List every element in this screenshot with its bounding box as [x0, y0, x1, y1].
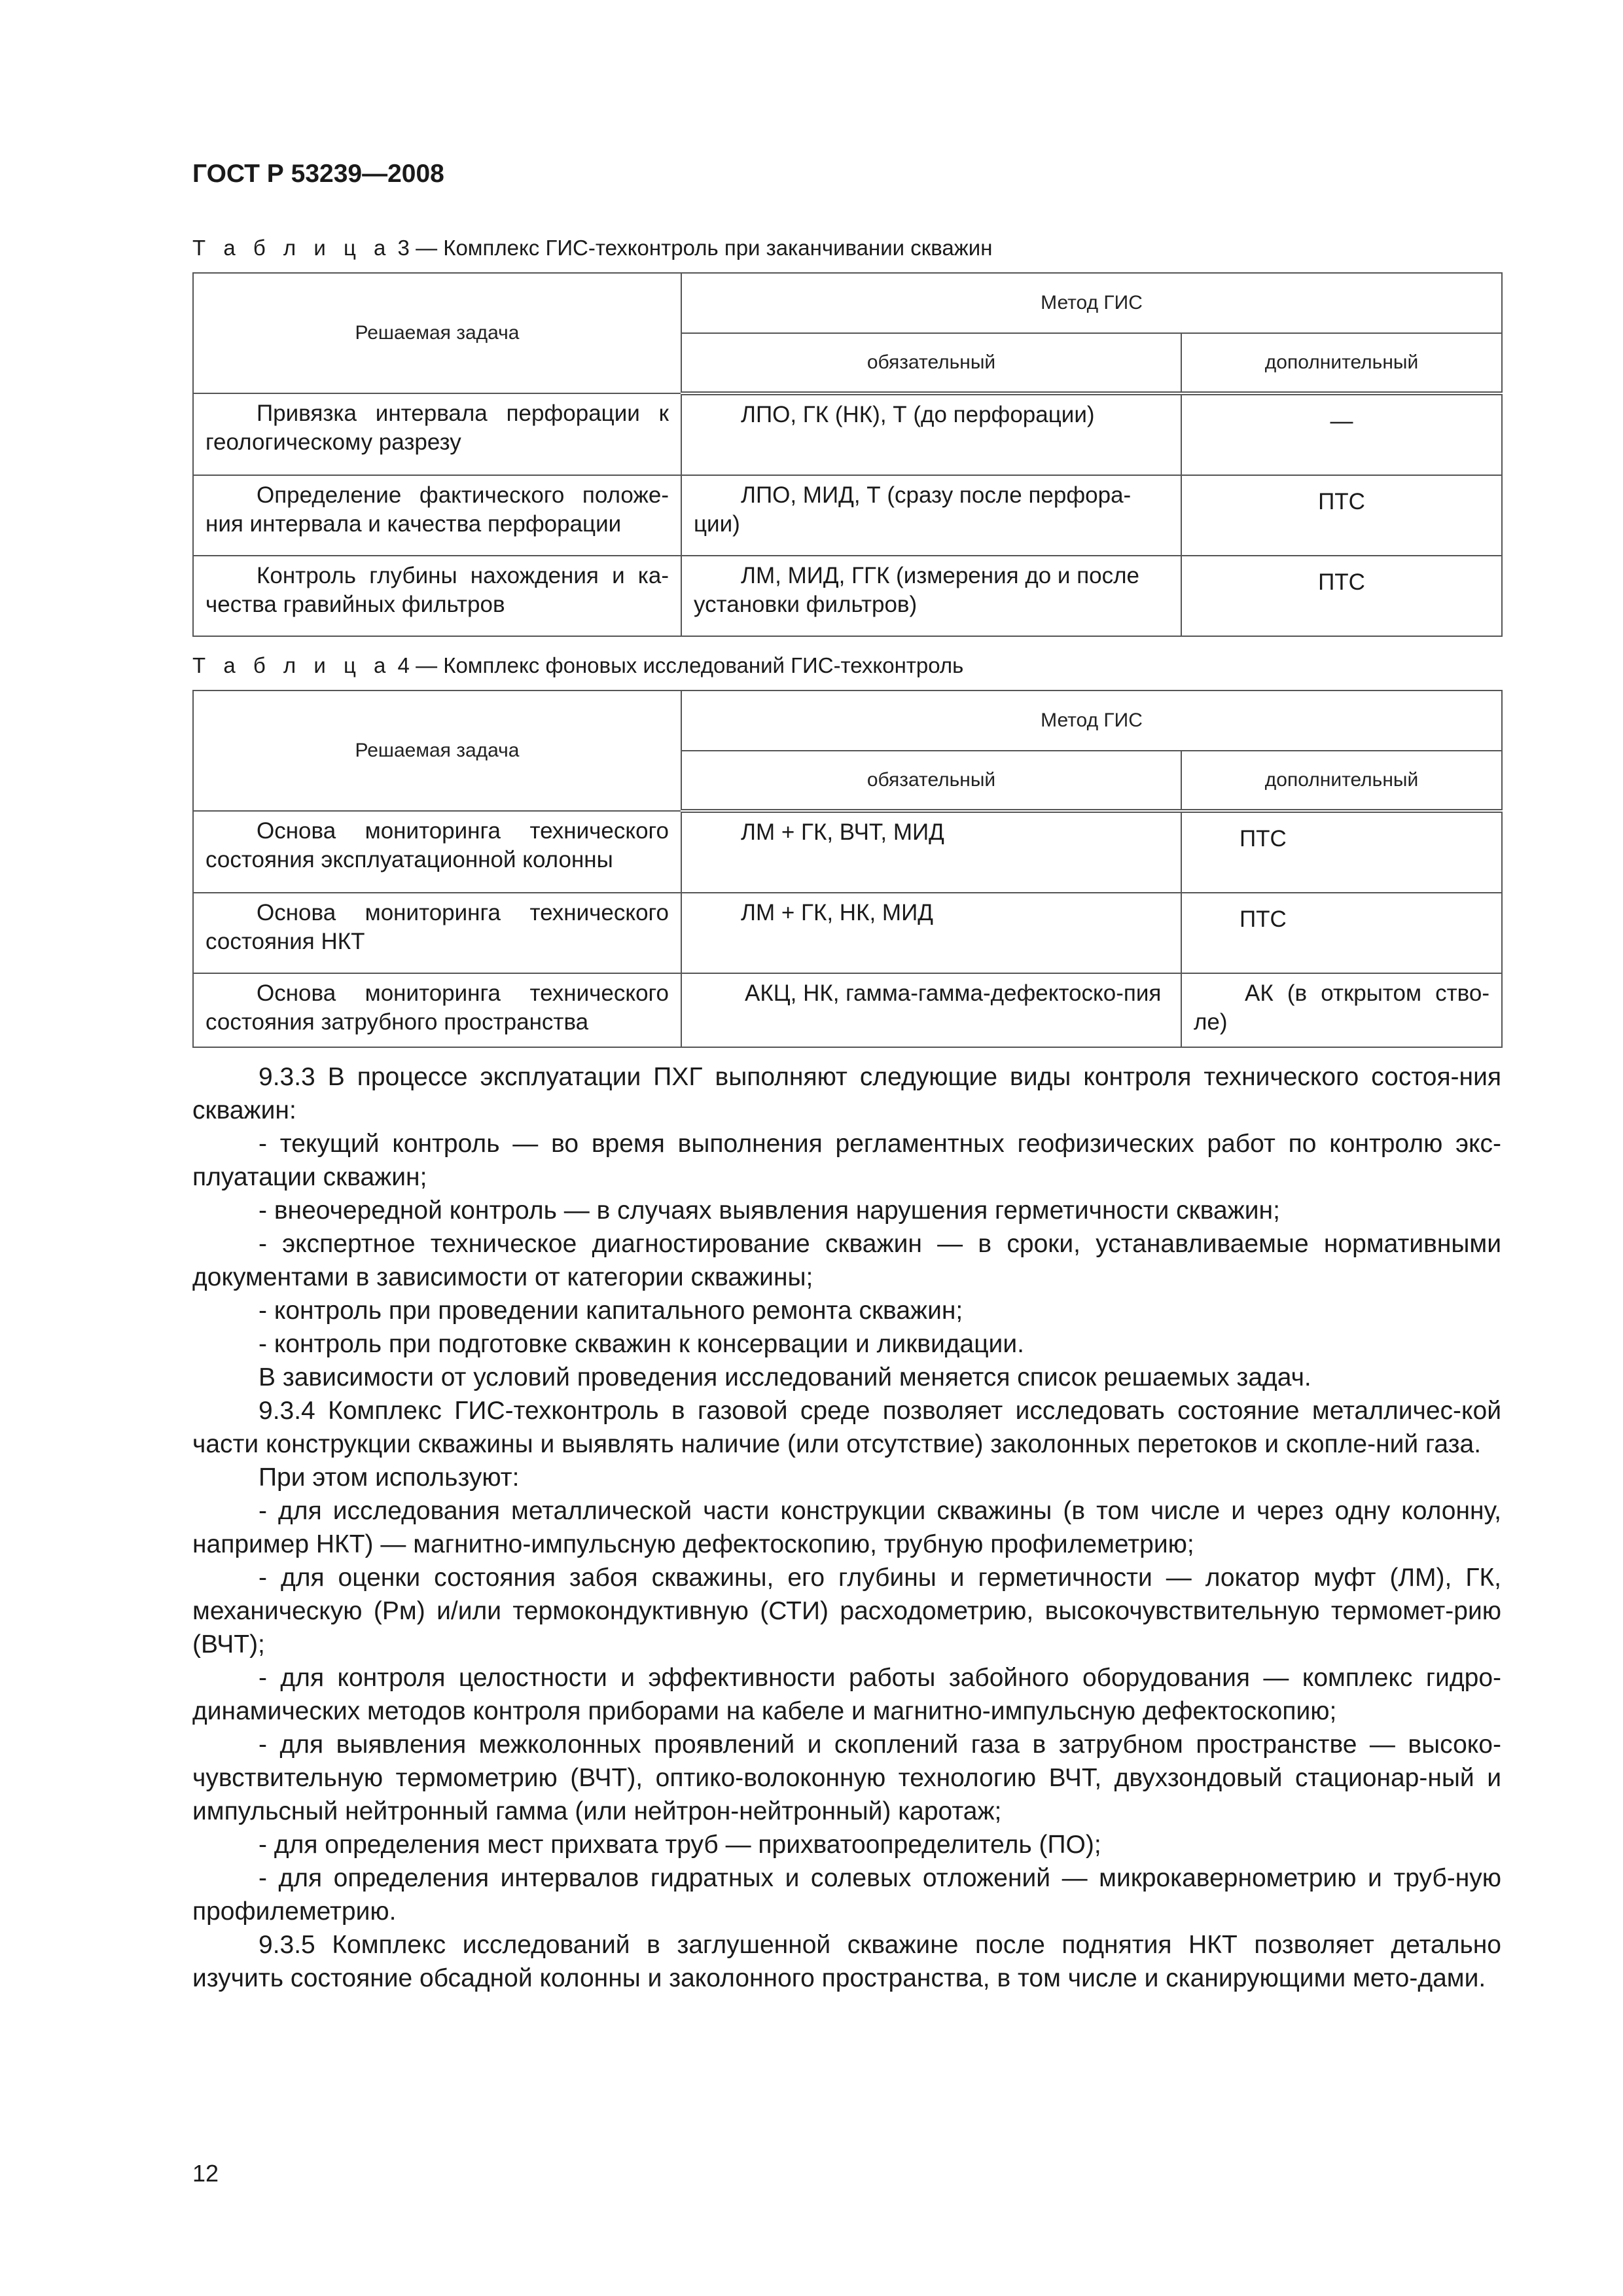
- table4-caption-title: 4 — Комплекс фоновых исследований ГИС-техконтроль: [391, 653, 964, 677]
- table4-caption-label: Т а б л и ц а: [192, 653, 392, 677]
- table-row: [193, 973, 1502, 1047]
- paragraph: При этом используют:: [259, 1463, 520, 1492]
- document-header: ГОСТ Р 53239—2008: [192, 160, 444, 188]
- table3-row1-task: Привязка интервала перфорации к геологическому разрезу: [193, 393, 681, 475]
- list-item: - внеочередной контроль — в случаях выявления нарушения герметичности скважин;: [259, 1196, 1280, 1225]
- table-row: [193, 811, 1502, 893]
- table-row: [193, 556, 1502, 636]
- list-item: - экспертное техническое диагностирование скважин — в сроки, устанавливаемые нормативными документами в зависимости от категории скважины;: [192, 1230, 1501, 1291]
- table3-row3-additional: ПТС: [1181, 556, 1502, 636]
- table-row: [193, 393, 1502, 475]
- paragraph-9-3-3: 9.3.3 В процессе эксплуатации ПХГ выполняют следующие виды контроля технического состоя-ния скважин:: [192, 1063, 1501, 1124]
- table3-row1-required: ЛПО, ГК (НК), Т (до перфорации): [681, 393, 1181, 475]
- list-item: - для оценки состояния забоя скважины, его глубины и герметичности — локатор муфт (ЛМ), ГК, механическую (Рм) и/или термокондуктивную (СТИ) расходометрию, высокочувствительную термомет-рию (ВЧТ);: [192, 1564, 1501, 1659]
- list-item: - для исследования металлической части конструкции скважины (в том числе и через одну колонну, например НКТ) — магнитно-импульсную дефектоскопию, трубную профилеметрию;: [192, 1497, 1501, 1558]
- table4-header-additional: дополнительный: [1181, 751, 1502, 811]
- table3-row2-required: ЛПО, МИД, Т (сразу после перфора-ции): [681, 475, 1181, 556]
- table3-row2-additional: ПТС: [1181, 475, 1502, 556]
- list-item: - для контроля целостности и эффективности работы забойного оборудования — комплекс гидро-динамических методов контроля приборами на кабеле и магнитно-импульсную дефектоскопию;: [192, 1664, 1501, 1725]
- paragraph: В зависимости от условий проведения исследований меняется список решаемых задач.: [259, 1363, 1311, 1391]
- list-item: - для определения интервалов гидратных и солевых отложений — микрокавернометрию и труб-ную профилеметрию.: [192, 1864, 1501, 1926]
- table-row: [193, 893, 1502, 973]
- table4-row2-required: ЛМ + ГК, НК, МИД: [681, 893, 1181, 973]
- table4-row3-task: Основа мониторинга технического состояния затрубного пространства: [193, 973, 681, 1047]
- table3: [192, 272, 1503, 637]
- table4-row3-required: АКЦ, НК, гамма-гамма-дефектоско-пия: [681, 973, 1181, 1047]
- table4-header-method: Метод ГИС: [681, 691, 1502, 751]
- table4-header-task: Решаемая задача: [193, 691, 681, 811]
- list-item: - контроль при проведении капитального ремонта скважин;: [259, 1297, 963, 1325]
- page-number: 12: [192, 2160, 219, 2187]
- table4-caption: [192, 653, 963, 678]
- table3-header-task: Решаемая задача: [193, 273, 681, 393]
- list-item: - для выявления межколонных проявлений и скоплений газа в затрубном пространстве — высоко-чувствительную термометрию (ВЧТ), оптико-волоконную технологию ВЧТ, двухзондовый стационар-ный и импульсный нейтронный гамма (или нейтрон-нейтронный) каротаж;: [192, 1731, 1501, 1825]
- table3-caption-title: 3 — Комплекс ГИС-техконтроль при заканчивании скважин: [391, 236, 993, 260]
- table4: [192, 690, 1503, 1048]
- paragraph-9-3-5: 9.3.5 Комплекс исследований в заглушенной скважине после поднятия НКТ позволяет детально изучить состояние обсадной колонны и заколонного пространства, в том числе и сканирующими мето-дами.: [192, 1931, 1501, 1992]
- paragraph-9-3-4: 9.3.4 Комплекс ГИС-техконтроль в газовой среде позволяет исследовать состояние металличес-кой части конструкции скважины и выявлять наличие (или отсутствие) заколонных перетоков и скопле-ний газа.: [192, 1397, 1501, 1458]
- table4-row1-task: Основа мониторинга технического состояния эксплуатационной колонны: [193, 811, 681, 893]
- table4-row2-task: Основа мониторинга технического состояния НКТ: [193, 893, 681, 973]
- table4-row3-additional: АК (в открытом ство-ле): [1181, 973, 1502, 1047]
- list-item: - текущий контроль — во время выполнения регламентных геофизических работ по контролю экс-плуатации скважин;: [192, 1130, 1501, 1191]
- table4-header-required: обязательный: [681, 751, 1181, 811]
- table3-caption: [192, 236, 992, 260]
- table3-row3-task: Контроль глубины нахождения и ка-чества гравийных фильтров: [193, 556, 681, 636]
- table3-caption-label: Т а б л и ц а: [192, 236, 392, 260]
- table3-header-required: обязательный: [681, 333, 1181, 393]
- table3-header-method: Метод ГИС: [681, 273, 1502, 333]
- table-row: [193, 475, 1502, 556]
- table4-row1-additional: ПТС: [1181, 811, 1502, 893]
- table3-row3-required: ЛМ, МИД, ГГК (измерения до и после установки фильтров): [681, 556, 1181, 636]
- table3-row2-task: Определение фактического положе-ния интервала и качества перфорации: [193, 475, 681, 556]
- table4-row1-required: ЛМ + ГК, ВЧТ, МИД: [681, 811, 1181, 893]
- table4-row2-additional: ПТС: [1181, 893, 1502, 973]
- list-item: - для определения мест прихвата труб — прихватоопределитель (ПО);: [259, 1831, 1101, 1859]
- table3-header-additional: дополнительный: [1181, 333, 1502, 393]
- body-text: [192, 1060, 1501, 1995]
- list-item: - контроль при подготовке скважин к консервации и ликвидации.: [259, 1330, 1024, 1358]
- table3-row1-additional: —: [1181, 393, 1502, 475]
